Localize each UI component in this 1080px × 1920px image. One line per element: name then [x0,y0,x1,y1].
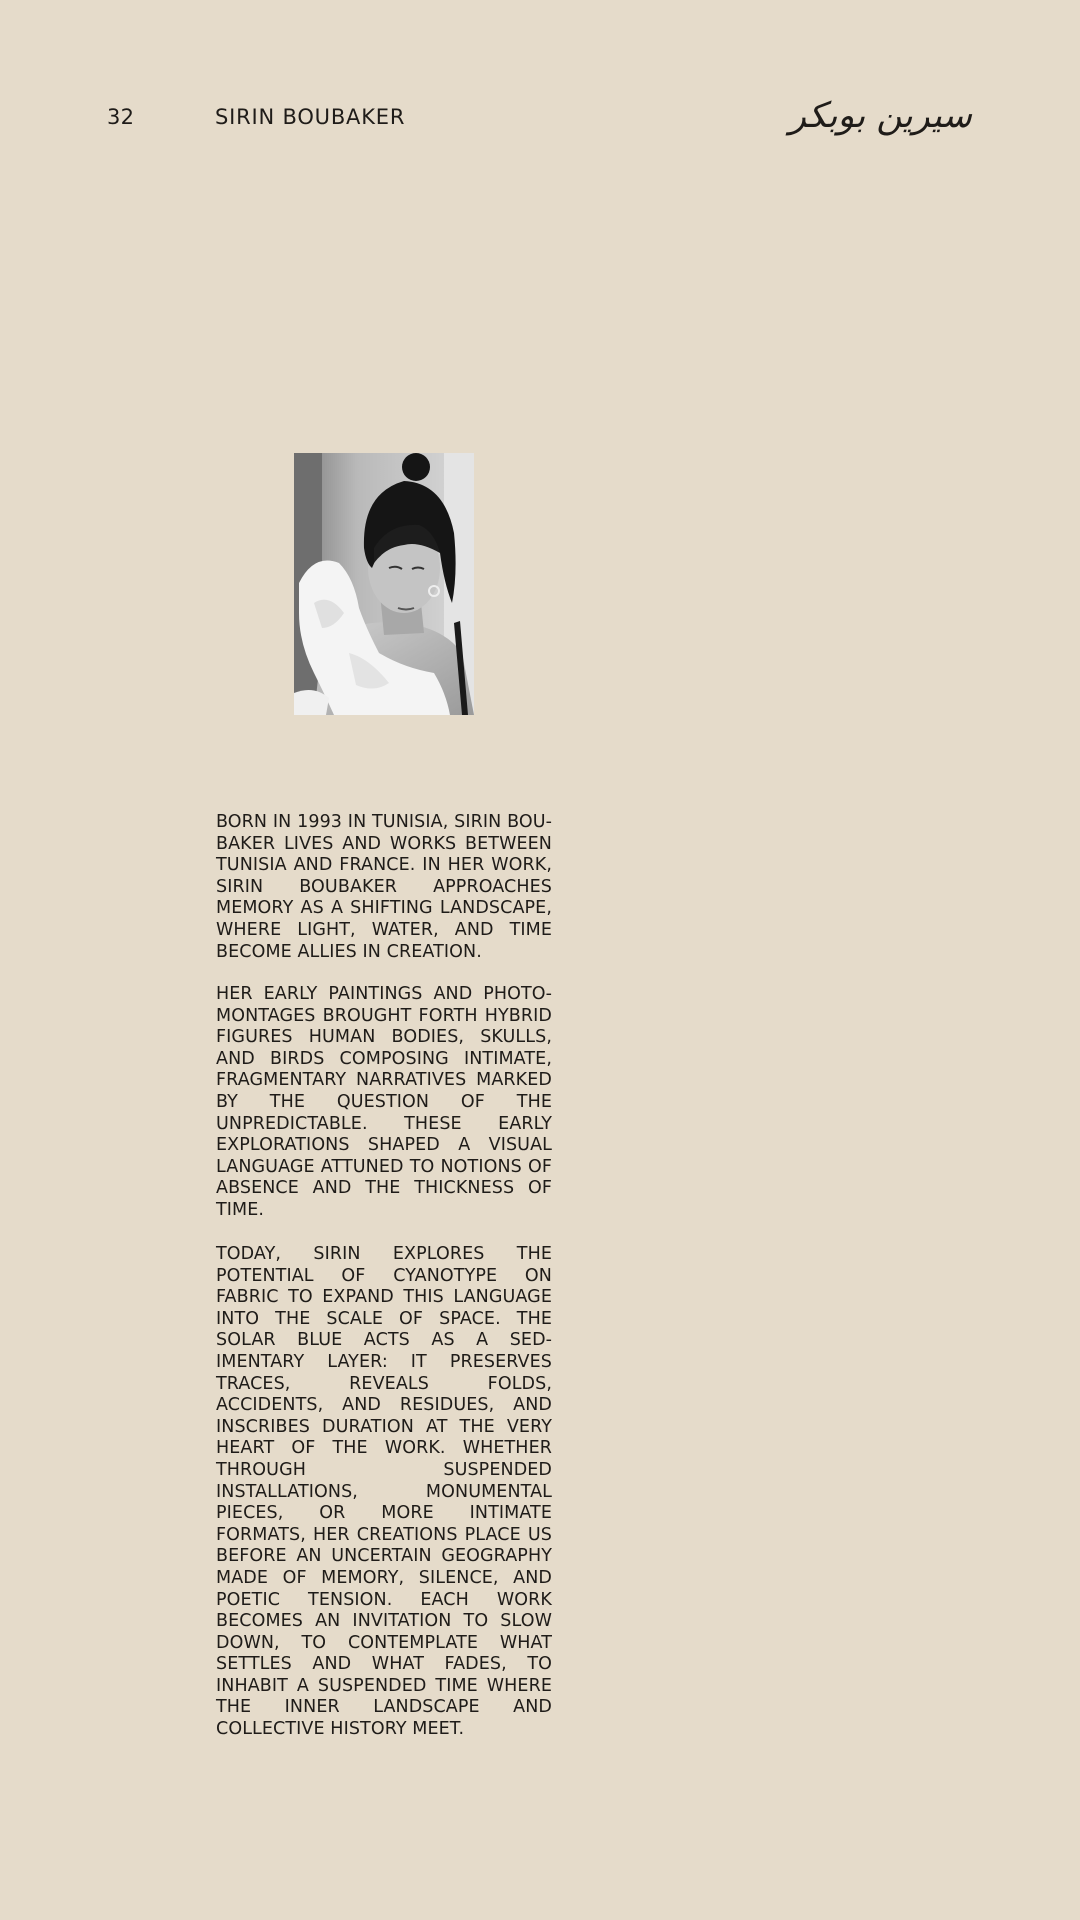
artist-name-arabic: سيرين بوبكر [789,96,972,136]
bio-paragraph-1: BORN IN 1993 IN TUNISIA, SIRIN BOUBAKER LIVES AND WORKS BETWEEN TUNISIA AND FRANCE. IN HER WORK, SIRIN BOUBAKER APPROACHES MEMORY AS A SHIFTING LANDSCAPE, WHERE LIGHT, WATER, AND TIME BECOME ALLIES IN CREATION. [216,812,552,962]
artist-portrait-photo [294,453,474,715]
page-number: 32 [107,105,135,129]
artist-name-heading: SIRIN BOUBAKER [215,105,406,129]
bio-paragraph-2: HER EARLY PAINTINGS AND PHOTOMONTAGES BROUGHT FORTH HYBRID FIGURES HUMAN BODIES, SKULLS, AND BIRDS COMPOSING INTIMATE, FRAGMENTARY NARRATIVES MARKED BY THE QUESTION OF THE UNPREDICTABLE. THESE EARLY EXPLORATIONS SHAPED A VISUAL LANGUAGE ATTUNED TO NOTIONS OF ABSENCE AND THE THICKNESS OF TIME. [216,984,552,1220]
bio-paragraph-3: TODAY, SIRIN EXPLORES THE POTENTIAL OF CYANOTYPE ON FABRIC TO EXPAND THIS LANGUAGE INTO THE SCALE OF SPACE. THE SOLAR BLUE ACTS AS A SEDIMENTARY LAYER: IT PRESERVES TRACES, REVEALS FOLDS, ACCIDENTS, AND RESIDUES, AND INSCRIBES DURATION AT THE VERY HEART OF THE WORK. WHETHER THROUGH SUSPENDED INSTALLATIONS, MONUMENTAL PIECES, OR MORE INTIMATE FORMATS, HER CREATIONS PLACE US BEFORE AN UNCERTAIN GEOGRAPHY MADE OF MEMORY, SILENCE, AND POETIC TENSION. EACH WORK BECOMES AN INVITATION TO SLOW DOWN, TO CONTEMPLATE WHAT SETTLES AND WHAT FADES, TO INHABIT A SUSPENDED TIME WHERE THE INNER LANDSCAPE AND COLLECTIVE HISTORY MEET. [216,1244,552,1740]
